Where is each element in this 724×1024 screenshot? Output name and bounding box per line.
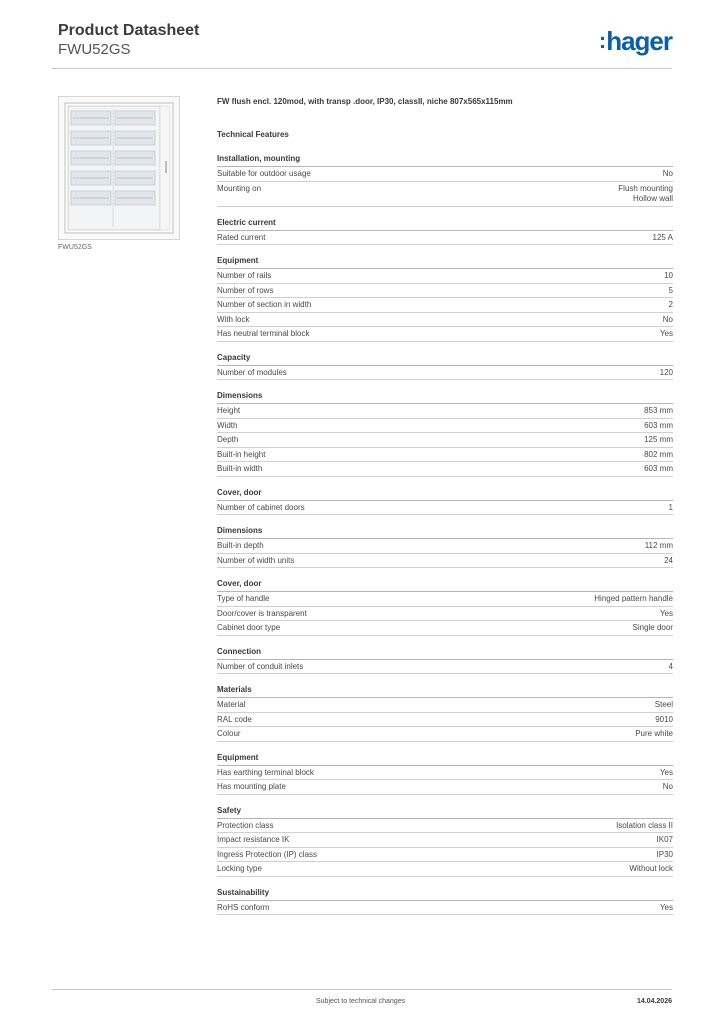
spec-row <box>217 780 673 795</box>
section-title: Dimensions <box>217 390 673 404</box>
spec-value-line: Without lock <box>629 864 673 873</box>
spec-value-line: 10 <box>664 271 673 280</box>
section-title: Equipment <box>217 255 673 269</box>
spec-value-line: 4 <box>668 661 673 671</box>
spec-value <box>660 368 673 379</box>
spec-value-line: 853 mm <box>644 406 673 415</box>
spec-value-line: 603 mm <box>644 420 673 430</box>
spec-value-line: 9010 <box>655 714 673 724</box>
section-title: Equipment <box>217 752 673 766</box>
spec-value-line: 125 mm <box>644 435 673 444</box>
spec-value-line: Flush mounting <box>618 183 673 193</box>
spec-section <box>217 352 673 381</box>
section-title: Dimensions <box>217 525 673 539</box>
spec-section <box>217 578 673 636</box>
header-divider <box>52 68 672 69</box>
spec-row <box>217 554 673 569</box>
spec-row <box>217 660 673 675</box>
spec-row <box>217 901 673 916</box>
footer-note: Subject to technical changes <box>316 998 406 1005</box>
spec-value <box>660 329 673 340</box>
spec-value-line: 120 <box>659 367 673 377</box>
spec-value <box>653 233 673 244</box>
section-title: Installation, mounting <box>217 153 673 167</box>
spec-value <box>644 421 673 432</box>
spec-row <box>217 727 673 742</box>
spec-row <box>217 284 673 299</box>
section-title: Cover, door <box>217 487 673 501</box>
spec-value-line: Yes <box>659 902 673 912</box>
spec-value <box>645 541 673 552</box>
spec-value <box>660 609 673 620</box>
spec-label: Depth <box>217 435 239 444</box>
spec-label: Number of width units <box>217 555 295 565</box>
spec-row <box>217 833 673 848</box>
spec-value-line: 112 mm <box>644 541 673 550</box>
spec-label: Type of handle <box>217 594 270 603</box>
spec-label: Locking type <box>217 864 262 873</box>
spec-section <box>217 887 673 916</box>
spec-value <box>644 435 673 446</box>
page-title: Product Datasheet <box>58 22 200 39</box>
spec-value-line: No <box>662 169 673 178</box>
spec-value-line: IP30 <box>656 849 673 859</box>
spec-value <box>657 850 673 861</box>
spec-value <box>663 782 673 793</box>
spec-row <box>217 182 673 207</box>
spec-row <box>217 298 673 313</box>
spec-value <box>669 286 673 297</box>
spec-value <box>664 556 673 567</box>
spec-row <box>217 448 673 463</box>
spec-label: Built-in depth <box>217 541 264 550</box>
spec-label: Rated current <box>217 232 266 242</box>
section-title: Sustainability <box>217 887 673 901</box>
spec-row <box>217 607 673 622</box>
spec-row <box>217 713 673 728</box>
spec-value <box>669 662 673 673</box>
spec-value <box>644 450 673 461</box>
product-code: FWU52GS <box>58 41 131 58</box>
spec-label: Number of rails <box>217 271 272 280</box>
spec-label: Number of cabinet doors <box>217 502 305 512</box>
spec-row <box>217 766 673 781</box>
enclosure-illustration <box>59 97 179 239</box>
spec-value <box>655 700 673 711</box>
spec-label: Built-in height <box>217 449 266 459</box>
spec-value <box>629 864 673 875</box>
spec-value-line: Hollow wall <box>632 194 673 203</box>
spec-label: Has earthing terminal block <box>217 767 314 777</box>
spec-label: Number of conduit inlets <box>217 661 304 671</box>
spec-value-line: IK07 <box>656 835 673 844</box>
spec-value <box>669 503 673 514</box>
spec-row <box>217 592 673 607</box>
spec-section <box>217 390 673 477</box>
spec-label: With lock <box>217 314 250 324</box>
spec-section <box>217 153 673 207</box>
spec-section <box>217 525 673 568</box>
spec-section <box>217 255 673 342</box>
spec-value-line: Pure white <box>635 729 673 738</box>
spec-value <box>633 623 673 634</box>
spec-value-line: 24 <box>664 555 673 565</box>
spec-label: Mounting on <box>217 183 262 193</box>
spec-value-line: 125 A <box>652 232 673 242</box>
image-caption: FWU52GS <box>58 244 92 251</box>
product-image <box>58 96 180 240</box>
spec-value-line: Isolation class II <box>616 820 673 830</box>
spec-value-line: Single door <box>632 623 673 632</box>
section-title: Connection <box>217 646 673 660</box>
spec-value <box>663 169 673 180</box>
spec-value <box>655 715 673 726</box>
section-title: Electric current <box>217 217 673 231</box>
spec-value-line: Hinged pattern handle <box>594 594 673 603</box>
spec-value-line: Yes <box>659 329 673 338</box>
footer-divider <box>52 989 672 990</box>
spec-row <box>217 862 673 877</box>
spec-label: RAL code <box>217 714 252 724</box>
spec-label: Has neutral terminal block <box>217 329 310 338</box>
spec-value <box>663 315 673 326</box>
spec-value <box>657 835 673 846</box>
section-title: Safety <box>217 805 673 819</box>
footer-date: 14.04.2026 <box>636 998 672 1005</box>
brand-logo: :hager <box>598 26 672 56</box>
spec-section <box>217 487 673 516</box>
spec-row <box>217 327 673 342</box>
spec-value-line: No <box>662 314 673 324</box>
spec-value-line: 802 mm <box>644 449 673 459</box>
features-heading: Technical Features <box>217 130 289 139</box>
spec-row <box>217 313 673 328</box>
spec-row <box>217 621 673 636</box>
spec-value-line: Yes <box>659 767 673 777</box>
spec-label: Has mounting plate <box>217 782 286 791</box>
spec-label: Number of rows <box>217 285 274 295</box>
section-title: Cover, door <box>217 578 673 592</box>
spec-value-line: 603 mm <box>644 464 673 473</box>
spec-section <box>217 805 673 877</box>
spec-label: Colour <box>217 729 241 738</box>
spec-row <box>217 539 673 554</box>
spec-row <box>217 231 673 246</box>
spec-row <box>217 698 673 713</box>
spec-value-line: 5 <box>668 285 673 295</box>
spec-row <box>217 366 673 381</box>
spec-value-line: 2 <box>668 300 673 309</box>
spec-value <box>660 903 673 914</box>
spec-section <box>217 684 673 742</box>
spec-value <box>635 729 673 740</box>
spec-row <box>217 167 673 182</box>
spec-value <box>660 768 673 779</box>
spec-label: Width <box>217 420 238 430</box>
spec-value <box>618 184 673 205</box>
spec-label: Height <box>217 406 241 415</box>
spec-row <box>217 433 673 448</box>
spec-label: Protection class <box>217 820 274 830</box>
spec-row <box>217 848 673 863</box>
spec-value <box>616 821 673 832</box>
spec-value <box>669 300 673 311</box>
spec-section <box>217 752 673 795</box>
spec-value <box>644 464 673 475</box>
spec-value-line: Steel <box>654 700 673 709</box>
spec-sections <box>217 153 673 915</box>
spec-content <box>217 96 673 915</box>
spec-label: Material <box>217 700 246 709</box>
spec-row <box>217 419 673 434</box>
spec-label: Door/cover is transparent <box>217 608 307 618</box>
spec-section <box>217 646 673 675</box>
section-title: Materials <box>217 684 673 698</box>
spec-value-line: Yes <box>659 608 673 618</box>
spec-row <box>217 269 673 284</box>
spec-row <box>217 501 673 516</box>
spec-label: Built-in width <box>217 464 263 473</box>
spec-label: Number of section in width <box>217 300 312 309</box>
spec-label: Suitable for outdoor usage <box>217 169 311 178</box>
spec-label: Ingress Protection (IP) class <box>217 849 318 859</box>
spec-label: Impact resistance IK <box>217 835 290 844</box>
product-description: FW flush encl. 120mod, with transp .door, IP30, classII, niche 807x565x115mm <box>217 97 513 106</box>
spec-label: RoHS conform <box>217 902 270 912</box>
spec-label: Cabinet door type <box>217 623 281 632</box>
spec-value <box>594 594 673 605</box>
spec-value <box>664 271 673 282</box>
page-header <box>58 22 199 59</box>
spec-value <box>644 406 673 417</box>
spec-row <box>217 819 673 834</box>
spec-row <box>217 404 673 419</box>
spec-label: Number of modules <box>217 367 287 377</box>
spec-section <box>217 217 673 246</box>
section-title: Capacity <box>217 352 673 366</box>
spec-value-line: 1 <box>668 502 673 512</box>
spec-value-line: No <box>662 782 673 791</box>
spec-row <box>217 462 673 477</box>
